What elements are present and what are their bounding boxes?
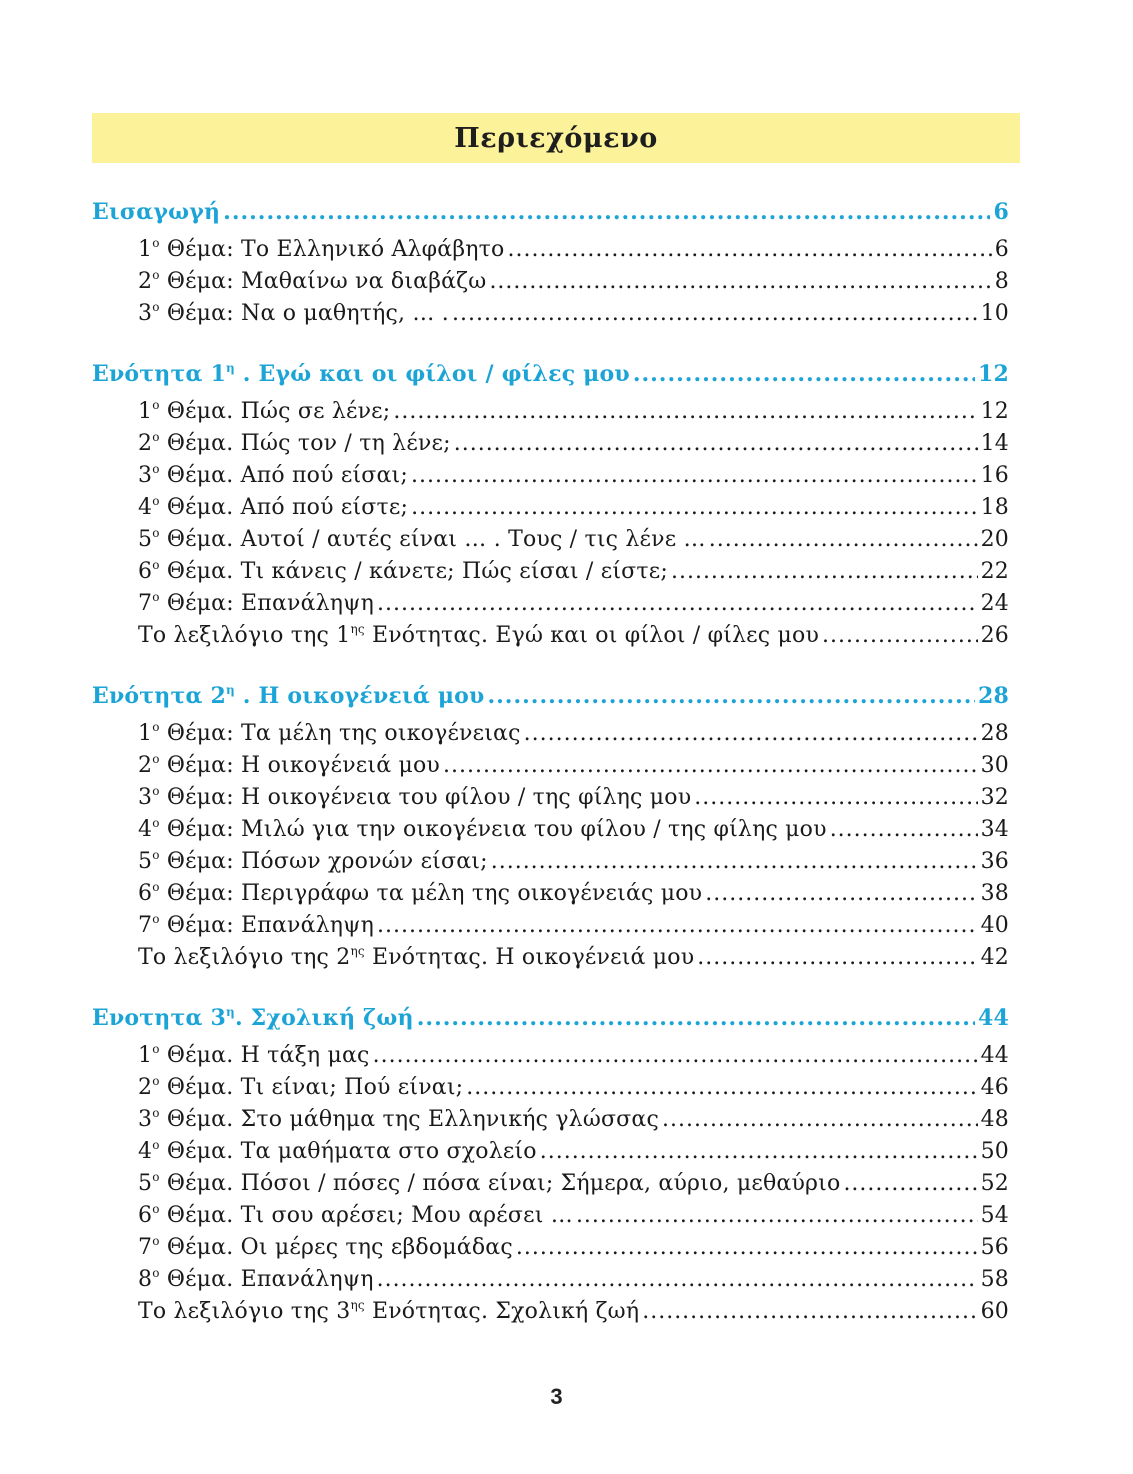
toc-entry-page-number: 14 [980,431,1009,456]
dot-leader [662,1104,978,1136]
toc-entry-number: Το λεξιλόγιο της 2 [138,945,351,970]
toc-entry-page-number: 60 [980,1299,1009,1324]
toc-entry-label [138,782,691,814]
toc-entry-superscript: ο [152,1042,160,1056]
toc-entry-superscript: ο [152,590,160,604]
toc-entry-number: 4 [138,1139,153,1164]
dot-leader [489,266,991,298]
toc-entry-title: Θέμα. Στο μάθημα της Ελληνικής γλώσσας [159,1107,659,1132]
toc-entry-label [138,846,488,878]
toc-entry-number: 6 [138,881,153,906]
dot-leader [393,396,977,428]
toc-entry-page-number: 32 [980,785,1009,810]
toc-entry-label [138,428,451,460]
toc-entry-page-number: 38 [980,881,1009,906]
toc-entry-label [138,266,486,298]
toc-entry-page-number: 16 [980,463,1009,488]
toc-entry[interactable] [92,588,1009,620]
toc-entry[interactable] [92,878,1009,910]
toc-entry-label [138,942,694,974]
dot-leader [642,1296,977,1328]
toc-entry-page-number: 26 [980,623,1009,648]
dot-leader [411,460,978,492]
title-banner [92,113,1020,163]
toc-entry-title: Θέμα. Πόσοι / πόσες / πόσα είναι; Σήμερα, αύριο, μεθαύριο [159,1171,841,1196]
section-heading-title: . Εγώ και οι φίλοι / φίλες μου [234,361,630,387]
toc-entry[interactable] [92,298,1009,330]
toc-entry-number: 4 [138,817,153,842]
page-number: 3 [550,1384,563,1409]
toc-entry[interactable] [92,942,1009,974]
toc-entry-title: Θέμα: Μιλώ για την οικογένεια του φίλου / της φίλης μου [159,817,827,842]
toc-entry-page-number: 6 [994,237,1009,262]
toc-entry[interactable] [92,782,1009,814]
toc-entry-label [138,1168,840,1200]
toc-entry-page-number: 12 [980,399,1009,424]
section-heading[interactable] [92,358,1009,390]
toc-entry[interactable] [92,1104,1009,1136]
dot-leader [417,1002,975,1034]
toc-entry-label [138,1040,370,1072]
toc-entry-title: Θέμα: Τα μέλη της οικογένειας [159,721,521,746]
toc-entry-page-number: 18 [980,495,1009,520]
toc-entry[interactable] [92,492,1009,524]
toc-entry-page-number: 46 [980,1075,1009,1100]
toc-entry-label [138,718,521,750]
dot-leader [694,782,977,814]
toc-entry-number: 1 [138,1043,153,1068]
toc-entry-label [138,1232,513,1264]
toc-entry-label [138,460,408,492]
toc-entry-page-number: 56 [980,1235,1009,1260]
section-heading-title: . Σχολική ζωή [234,1005,414,1031]
section-heading-title: . Η οικογένειά μου [234,683,485,709]
dot-leader [411,492,978,524]
toc-entry-superscript: ο [152,1106,160,1120]
toc-entry[interactable] [92,1072,1009,1104]
toc-section [92,196,1009,330]
toc-entry-superscript: ο [152,558,160,572]
toc-entry-superscript: ο [152,816,160,830]
toc-entry-page-number: 48 [980,1107,1009,1132]
toc-entry-number: 5 [138,527,153,552]
toc-entry-number: 3 [138,463,153,488]
toc-entry-superscript: ο [152,880,160,894]
section-heading[interactable] [92,1002,1009,1034]
dot-leader [843,1168,977,1200]
toc-entry-superscript: ο [152,720,160,734]
toc-entry[interactable] [92,1136,1009,1168]
toc-entry-number: 2 [138,269,153,294]
toc-section [92,1002,1009,1328]
toc-entry-page-number: 54 [980,1203,1009,1228]
toc-entry-label [138,910,374,942]
toc-entry[interactable] [92,620,1009,652]
toc-entry-superscript: ο [152,494,160,508]
toc-entry-number: 7 [138,1235,153,1260]
toc-entry-label [138,234,504,266]
toc-entry-page-number: 36 [980,849,1009,874]
dot-leader [507,234,991,266]
toc-entry-label [138,1296,639,1328]
toc-entry-number: 1 [138,399,153,424]
toc-entry[interactable] [92,556,1009,588]
toc-entry-title: Θέμα: Περιγράφω τα μέλη της οικογένειάς μου [159,881,703,906]
toc-entry[interactable] [92,234,1009,266]
section-heading-superscript: η [226,683,235,697]
toc-entry[interactable] [92,1264,1009,1296]
dot-leader [377,910,978,942]
toc-entry-label [138,1104,659,1136]
toc-entry[interactable] [92,428,1009,460]
toc-entry-number: 7 [138,591,153,616]
toc-entry-number: 4 [138,495,153,520]
toc-entry-superscript: ο [152,1170,160,1184]
toc-entry-title: Θέμα: Η οικογένεια του φίλου / της φίλης μου [159,785,692,810]
section-heading-label [92,358,630,390]
toc-entry-label [138,588,374,620]
section-heading[interactable] [92,196,1009,228]
toc-entry-page-number: 8 [994,269,1009,294]
toc-entry-number: 1 [138,721,153,746]
toc-section [92,358,1009,652]
toc-entry-superscript: ο [152,430,160,444]
toc-entry-title: Θέμα. Επανάληψη [159,1267,374,1292]
toc-entry-number: 7 [138,913,153,938]
dot-leader [822,620,978,652]
section-heading-label [92,1002,414,1034]
toc-entry-title: Θέμα: Επανάληψη [159,913,374,938]
toc-entry-page-number: 10 [980,301,1009,326]
dot-leader [223,196,990,228]
toc-entry-superscript: ης [350,622,365,636]
toc-entry[interactable] [92,814,1009,846]
toc-entry-page-number: 30 [980,753,1009,778]
toc-entry-title: Θέμα. Πώς τον / τη λένε; [159,431,451,456]
section-page-number: 12 [977,361,1009,387]
toc-entry[interactable] [92,1200,1009,1232]
toc-entry-title: Θέμα. Τι είναι; Πού είναι; [159,1075,464,1100]
toc-entry-label [138,396,390,428]
dot-leader [830,814,978,846]
toc-entry-number: 2 [138,431,153,456]
dot-leader [671,556,978,588]
dot-leader [454,428,978,460]
toc-entry-label [138,1072,463,1104]
toc-section [92,680,1009,974]
toc-entry[interactable] [92,910,1009,942]
toc-entry-page-number: 44 [980,1043,1009,1068]
toc-entry[interactable] [92,266,1009,298]
section-heading-superscript: η [226,361,235,375]
toc-entry-title: Θέμα: Πόσων χρονών είσαι; [159,849,488,874]
toc-entry-label [138,1200,573,1232]
toc-entry-page-number: 52 [980,1171,1009,1196]
toc-entry[interactable] [92,1232,1009,1264]
toc-entry-title: Θέμα. Τι κάνεις / κάνετε; Πώς είσαι / είστε; [159,559,668,584]
dot-leader [524,718,978,750]
dot-leader [452,298,978,330]
toc-entry-number: Το λεξιλόγιο της 3 [138,1299,351,1324]
toc-entry-page-number: 20 [980,527,1009,552]
dot-leader [487,680,975,712]
toc-entry-number: 3 [138,785,153,810]
toc-entry-superscript: ο [152,784,160,798]
toc-entry-page-number: 50 [980,1139,1009,1164]
toc-entry-page-number: 28 [980,721,1009,746]
toc-entry-title: Θέμα. Πώς σε λένε; [159,399,391,424]
toc-entry-label [138,556,668,588]
dot-leader [709,524,978,556]
section-heading-superscript: η [226,1005,235,1019]
toc-entry-title: Θέμα: Το Ελληνικό Αλφάβητο [159,237,505,262]
toc-entry[interactable] [92,846,1009,878]
toc-entry-title: Θέμα: Η οικογένειά μου [159,753,440,778]
toc-entry[interactable] [92,460,1009,492]
toc-entry-superscript: ης [350,944,365,958]
toc-entry-page-number: 58 [980,1267,1009,1292]
toc-entry[interactable] [92,750,1009,782]
toc-entry-superscript: ο [152,1266,160,1280]
toc-entry-label [138,620,819,652]
toc-entry-title: Θέμα. Η τάξη μας [159,1043,370,1068]
section-heading-label [92,680,484,712]
toc-entry-label [138,524,706,556]
toc-entry[interactable] [92,396,1009,428]
toc-entry-superscript: ο [152,236,160,250]
toc-entry-number: 8 [138,1267,153,1292]
toc-entry[interactable] [92,1168,1009,1200]
section-heading-text: Ενότητα 2 [92,683,227,709]
dot-leader [516,1232,978,1264]
dot-leader [697,942,977,974]
toc-entry-title: Θέμα. Τι σου αρέσει; Μου αρέσει … [159,1203,573,1228]
toc-entry-page-number: 24 [980,591,1009,616]
table-of-contents [92,196,1009,1356]
toc-entry-title: Θέμα. Αυτοί / αυτές είναι … . Τους / τις λένε … [159,527,706,552]
toc-entry-title: Ενότητας. Εγώ και οι φίλοι / φίλες μου [364,623,820,648]
toc-entry-number: 1 [138,237,153,262]
toc-entry-label [138,1264,374,1296]
toc-entry-page-number: 34 [980,817,1009,842]
toc-entry-page-number: 22 [980,559,1009,584]
toc-entry-title: Θέμα: Μαθαίνω να διαβάζω [159,269,487,294]
dot-leader [377,588,978,620]
toc-entry-number: 6 [138,1203,153,1228]
dot-leader [491,846,978,878]
toc-entry-superscript: ο [152,462,160,476]
section-heading-label [92,196,220,228]
toc-entry-title: Θέμα. Από πού είσαι; [159,463,408,488]
toc-entry-label [138,814,827,846]
toc-entry-number: Το λεξιλόγιο της 1 [138,623,351,648]
toc-entry-superscript: ο [152,1234,160,1248]
toc-entry-superscript: ο [152,300,160,314]
toc-entry-superscript: ο [152,1202,160,1216]
section-heading[interactable] [92,680,1009,712]
toc-entry-title: Θέμα. Από πού είστε; [159,495,409,520]
toc-entry-title: Ενότητας. Η οικογένειά μου [364,945,695,970]
toc-entry-superscript: ο [152,526,160,540]
toc-entry-superscript: ο [152,398,160,412]
section-page-number: 44 [977,1005,1009,1031]
section-page-number: 6 [993,199,1009,225]
toc-entry[interactable] [92,524,1009,556]
toc-entry-label [138,878,702,910]
section-heading-text: Ενοτητα 3 [92,1005,227,1031]
toc-entry-number: 2 [138,753,153,778]
dot-leader [466,1072,977,1104]
toc-entry[interactable] [92,1040,1009,1072]
toc-entry-superscript: ο [152,848,160,862]
section-heading-text: Ενότητα 1 [92,361,227,387]
toc-entry-title: Ενότητας. Σχολική ζωή [364,1299,640,1324]
toc-entry-title: Θέμα: Να ο μαθητής, … . [159,301,449,326]
toc-entry-page-number: 40 [980,913,1009,938]
toc-entry-page-number: 42 [980,945,1009,970]
toc-entry-superscript: ο [152,912,160,926]
section-heading-text: Εισαγωγή [92,199,221,225]
section-page-number: 28 [977,683,1009,709]
dot-leader [377,1264,978,1296]
toc-entry[interactable] [92,1296,1009,1328]
toc-entry-superscript: ο [152,268,160,282]
dot-leader [373,1040,978,1072]
dot-leader [576,1200,978,1232]
toc-entry-superscript: ο [152,1074,160,1088]
toc-entry[interactable] [92,718,1009,750]
toc-entry-number: 5 [138,1171,153,1196]
dot-leader [540,1136,978,1168]
toc-entry-number: 2 [138,1075,153,1100]
toc-entry-superscript: ο [152,1138,160,1152]
toc-entry-title: Θέμα: Επανάληψη [159,591,374,616]
dot-leader [443,750,978,782]
toc-entry-superscript: ης [350,1298,365,1312]
toc-entry-number: 6 [138,559,153,584]
toc-entry-label [138,1136,537,1168]
toc-entry-number: 3 [138,301,153,326]
page-title: Περιεχόμενο [454,122,658,154]
dot-leader [633,358,975,390]
dot-leader [705,878,977,910]
toc-entry-label [138,750,440,782]
toc-entry-number: 5 [138,849,153,874]
toc-entry-number: 3 [138,1107,153,1132]
toc-entry-title: Θέμα. Οι μέρες της εβδομάδας [159,1235,513,1260]
toc-entry-label [138,298,449,330]
toc-entry-title: Θέμα. Τα μαθήματα στο σχολείο [159,1139,537,1164]
toc-entry-superscript: ο [152,752,160,766]
toc-entry-label [138,492,408,524]
